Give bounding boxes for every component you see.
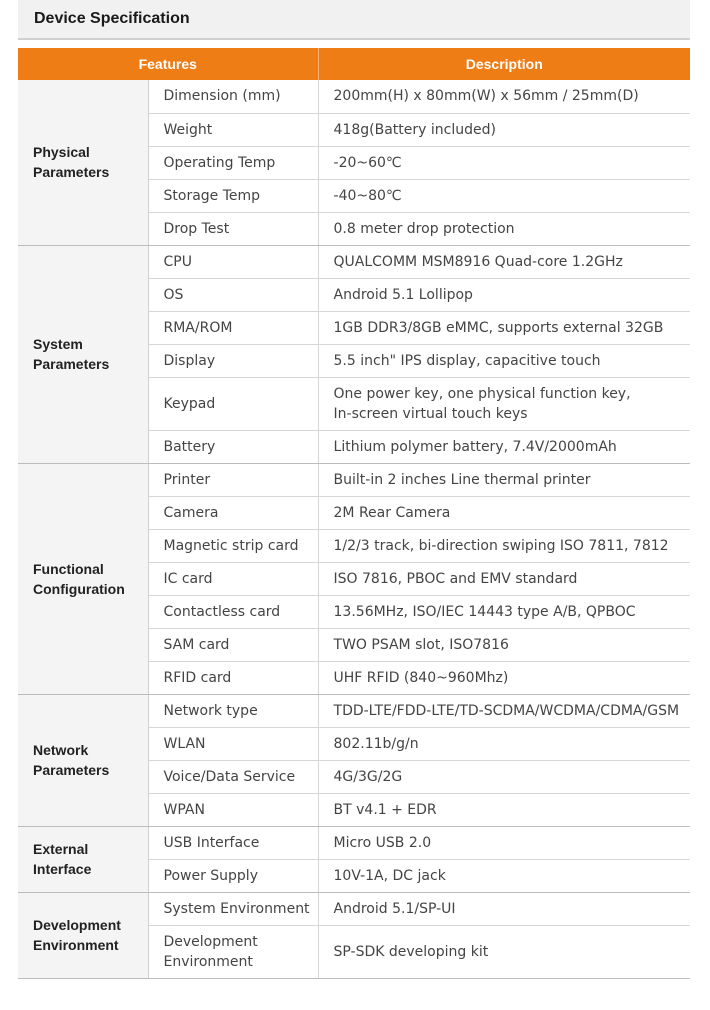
- description-cell: 200mm(H) x 80mm(W) x 56mm / 25mm(D): [318, 80, 690, 113]
- feature-cell: Printer: [148, 463, 318, 496]
- description-cell: 1GB DDR3/8GB eMMC, supports external 32GB: [318, 311, 690, 344]
- description-cell: Micro USB 2.0: [318, 826, 690, 859]
- description-cell: ISO 7816, PBOC and EMV standard: [318, 562, 690, 595]
- group-label: System Parameters: [18, 245, 148, 463]
- feature-cell: Weight: [148, 113, 318, 146]
- feature-cell: Network type: [148, 694, 318, 727]
- feature-cell: Dimension (mm): [148, 80, 318, 113]
- table-row: [18, 463, 690, 496]
- description-cell: UHF RFID (840~960Mhz): [318, 661, 690, 694]
- description-cell: One power key, one physical function key, In-screen virtual touch keys: [318, 377, 690, 430]
- feature-cell: Voice/Data Service: [148, 760, 318, 793]
- feature-cell: IC card: [148, 562, 318, 595]
- feature-cell: RFID card: [148, 661, 318, 694]
- feature-cell: WPAN: [148, 793, 318, 826]
- description-cell: TDD-LTE/FDD-LTE/TD-SCDMA/WCDMA/CDMA/GSM: [318, 694, 690, 727]
- feature-cell: Camera: [148, 496, 318, 529]
- feature-cell: WLAN: [148, 727, 318, 760]
- feature-cell: Storage Temp: [148, 179, 318, 212]
- page-title: Device Specification: [34, 10, 190, 27]
- description-cell: Built-in 2 inches Line thermal printer: [318, 463, 690, 496]
- description-cell: 5.5 inch" IPS display, capacitive touch: [318, 344, 690, 377]
- table-header-row: [18, 48, 690, 80]
- table-row: [18, 892, 690, 925]
- feature-cell: Power Supply: [148, 859, 318, 892]
- feature-cell: Drop Test: [148, 212, 318, 245]
- feature-cell: Battery: [148, 430, 318, 463]
- group-label: Functional Configuration: [18, 463, 148, 694]
- feature-cell: SAM card: [148, 628, 318, 661]
- feature-cell: System Environment: [148, 892, 318, 925]
- feature-cell: Keypad: [148, 377, 318, 430]
- table-row: [18, 826, 690, 859]
- description-cell: 10V-1A, DC jack: [318, 859, 690, 892]
- feature-cell: RMA/ROM: [148, 311, 318, 344]
- description-cell: BT v4.1 + EDR: [318, 793, 690, 826]
- description-cell: 13.56MHz, ISO/IEC 14443 type A/B, QPBOC: [318, 595, 690, 628]
- spec-table-body: [18, 80, 690, 978]
- feature-cell: OS: [148, 278, 318, 311]
- table-row: [18, 80, 690, 113]
- features-column-header: Features: [18, 48, 318, 80]
- feature-cell: Development Environment: [148, 925, 318, 978]
- section-title-bar: [18, 0, 690, 40]
- group-label: Development Environment: [18, 892, 148, 978]
- spec-table: [18, 48, 690, 979]
- description-cell: -20~60℃: [318, 146, 690, 179]
- description-column-header: Description: [318, 48, 690, 80]
- description-cell: 2M Rear Camera: [318, 496, 690, 529]
- description-cell: 802.11b/g/n: [318, 727, 690, 760]
- description-cell: Android 5.1 Lollipop: [318, 278, 690, 311]
- feature-cell: Operating Temp: [148, 146, 318, 179]
- description-cell: TWO PSAM slot, ISO7816: [318, 628, 690, 661]
- feature-cell: USB Interface: [148, 826, 318, 859]
- feature-cell: Contactless card: [148, 595, 318, 628]
- feature-cell: Display: [148, 344, 318, 377]
- description-cell: -40~80℃: [318, 179, 690, 212]
- table-row: [18, 245, 690, 278]
- description-cell: 1/2/3 track, bi-direction swiping ISO 7811, 7812: [318, 529, 690, 562]
- description-cell: Lithium polymer battery, 7.4V/2000mAh: [318, 430, 690, 463]
- feature-cell: Magnetic strip card: [148, 529, 318, 562]
- group-label: Network Parameters: [18, 694, 148, 826]
- description-cell: QUALCOMM MSM8916 Quad-core 1.2GHz: [318, 245, 690, 278]
- table-row: [18, 694, 690, 727]
- description-cell: 4G/3G/2G: [318, 760, 690, 793]
- group-label: External Interface: [18, 826, 148, 892]
- description-cell: 418g(Battery included): [318, 113, 690, 146]
- description-cell: Android 5.1/SP-UI: [318, 892, 690, 925]
- feature-cell: CPU: [148, 245, 318, 278]
- description-cell: 0.8 meter drop protection: [318, 212, 690, 245]
- group-label: Physical Parameters: [18, 80, 148, 245]
- description-cell: SP-SDK developing kit: [318, 925, 690, 978]
